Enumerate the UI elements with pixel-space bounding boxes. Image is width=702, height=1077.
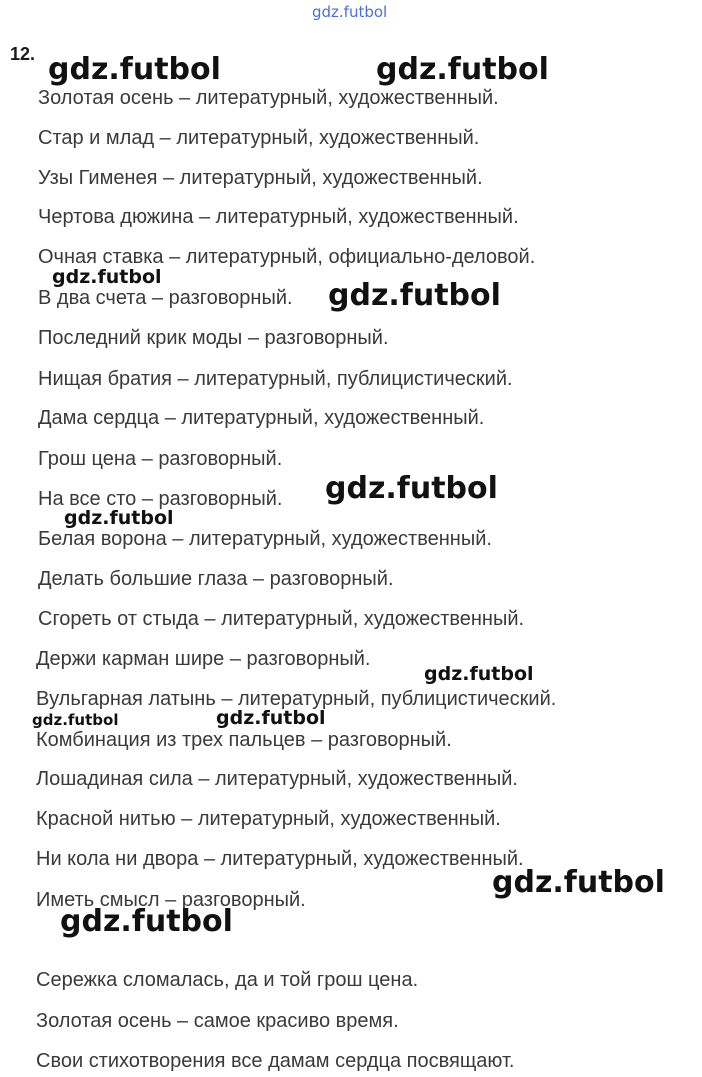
answer-line: Нищая братия – литературный, публицистический. bbox=[38, 368, 513, 390]
sentence-line: Золотая осень – самое красиво время. bbox=[36, 1010, 399, 1032]
answer-line: В два счета – разговорный. bbox=[38, 287, 293, 309]
answer-line: Комбинация из трех пальцев – разговорный. bbox=[36, 729, 452, 751]
answer-line: Грош цена – разговорный. bbox=[38, 448, 283, 470]
answer-line: Красной нитью – литературный, художественный. bbox=[36, 808, 501, 830]
answer-line: Последний крик моды – разговорный. bbox=[38, 327, 389, 349]
answer-line: Вульгарная латынь – литературный, публицистический. bbox=[36, 688, 557, 710]
watermark: gdz.futbol bbox=[64, 507, 174, 529]
watermark: gdz.futbol bbox=[32, 711, 119, 729]
watermark: gdz.futbol bbox=[328, 278, 501, 313]
task-number: 12. bbox=[10, 44, 36, 64]
answer-line: Белая ворона – литературный, художественный. bbox=[38, 528, 492, 550]
answer-line: Очная ставка – литературный, официально-деловой. bbox=[38, 246, 536, 268]
answer-line: Держи карман шире – разговорный. bbox=[36, 648, 371, 670]
answer-line: Дама сердца – литературный, художественный. bbox=[38, 407, 485, 429]
watermark: gdz.futbol bbox=[48, 52, 221, 87]
watermark: gdz.futbol bbox=[376, 52, 549, 87]
watermark: gdz.futbol bbox=[325, 471, 498, 506]
answer-line: Сгореть от стыда – литературный, художественный. bbox=[38, 608, 525, 630]
answer-line: Стар и млад – литературный, художественный. bbox=[38, 127, 480, 149]
sentence-line: Сережка сломалась, да и той грош цена. bbox=[36, 969, 419, 991]
watermark: gdz.futbol bbox=[52, 266, 162, 288]
sentence-line: Свои стихотворения все дамам сердца посвящают. bbox=[36, 1050, 515, 1072]
header-watermark: gdz.futbol bbox=[312, 3, 388, 21]
watermark: gdz.futbol bbox=[492, 865, 665, 900]
answer-line: Узы Гименея – литературный, художественный. bbox=[38, 167, 483, 189]
answer-line: На все сто – разговорный. bbox=[38, 488, 283, 510]
watermark: gdz.futbol bbox=[60, 904, 233, 939]
watermark: gdz.futbol bbox=[424, 663, 534, 685]
answer-line: Золотая осень – литературный, художественный. bbox=[38, 87, 499, 109]
answer-line: Чертова дюжина – литературный, художественный. bbox=[38, 206, 519, 228]
answer-line: Делать большие глаза – разговорный. bbox=[38, 568, 394, 590]
answer-line: Иметь смысл – разговорный. bbox=[36, 889, 306, 911]
watermark: gdz.futbol bbox=[216, 707, 326, 729]
answer-line: Ни кола ни двора – литературный, художественный. bbox=[36, 848, 524, 870]
answer-line: Лошадиная сила – литературный, художественный. bbox=[36, 768, 518, 790]
